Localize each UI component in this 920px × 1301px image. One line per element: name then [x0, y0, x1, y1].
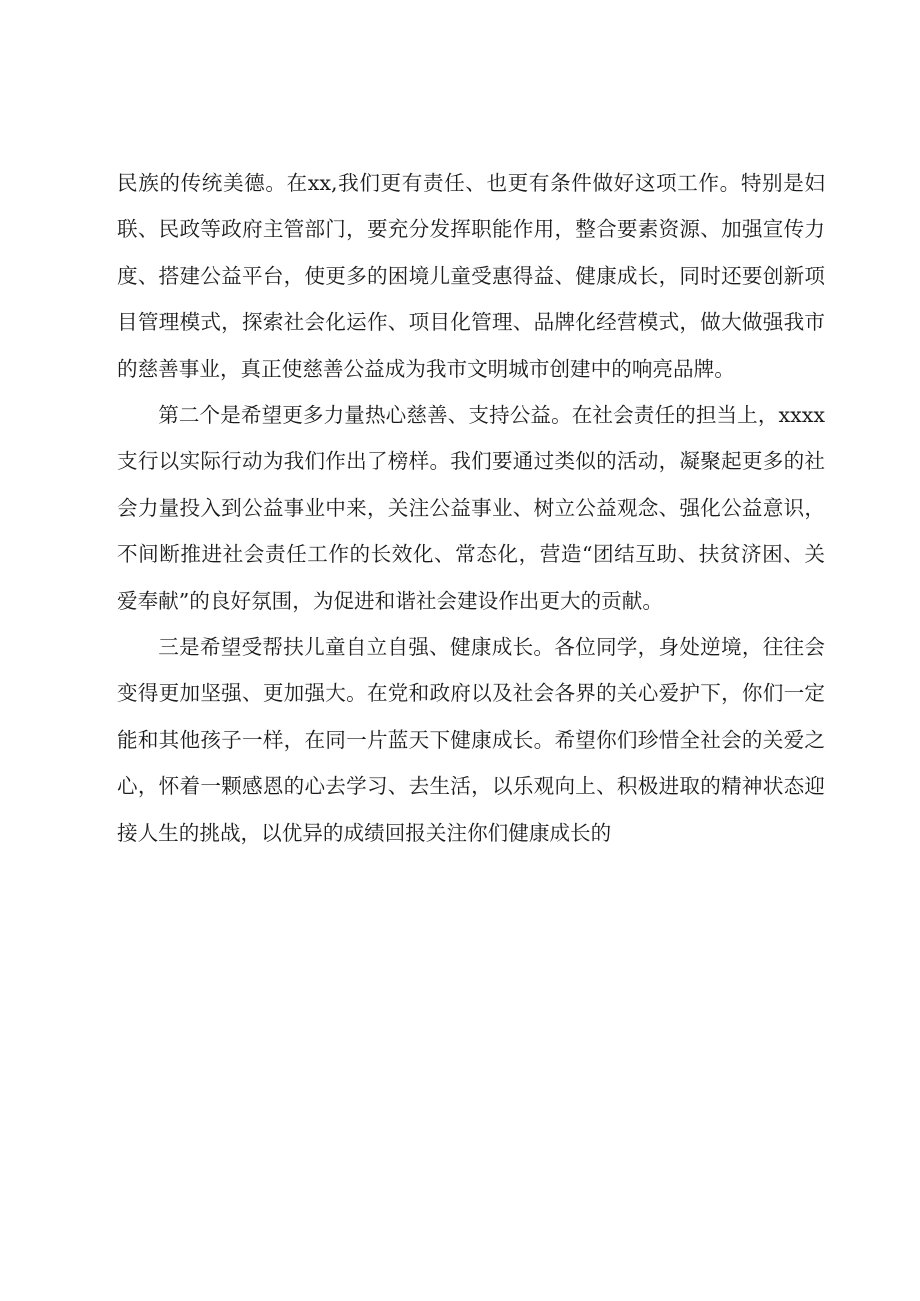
paragraph-3: 三是希望受帮扶儿童自立自强、健康成长。各位同学，身处逆境，往往会变得更加坚强、更加强大。在党和政府以及社会各界的关心爱护下，你们一定能和其他孩子一样，在同一片蓝天下健康成长。希望你们珍惜全社会的关爱之心，怀着一颗感恩的心去学习、去生活，以乐观向上、积极进取的精神状态迎接人生的挑战，以优异的成绩回报关注你们健康成长的 [117, 635, 825, 845]
paragraph-1: 民族的传统美德。在xx,我们更有责任、也更有条件做好这项工作。特别是妇联、民政等政府主管部门，要充分发挥职能作用，整合要素资源、加强宣传力度、搭建公益平台，使更多的困境儿童受惠得益、健康成长，同时还要创新项目管理模式，探索社会化运作、项目化管理、品牌化经营模式，做大做强我市的慈善事业，真正使慈善公益成为我市文明城市创建中的响亮品牌。 [117, 171, 825, 381]
paragraph-2: 第二个是希望更多力量热心慈善、支持公益。在社会责任的担当上，xxxx支行以实际行动为我们作出了榜样。我们要通过类似的活动，凝聚起更多的社会力量投入到公益事业中来，关注公益事业、树立公益观念、强化公益意识，不间断推进社会责任工作的长效化、常态化，营造“团结互助、扶贫济困、关爱奉献”的良好氛围，为促进和谐社会建设作出更大的贡献。 [117, 403, 825, 613]
document-body [117, 160, 825, 856]
